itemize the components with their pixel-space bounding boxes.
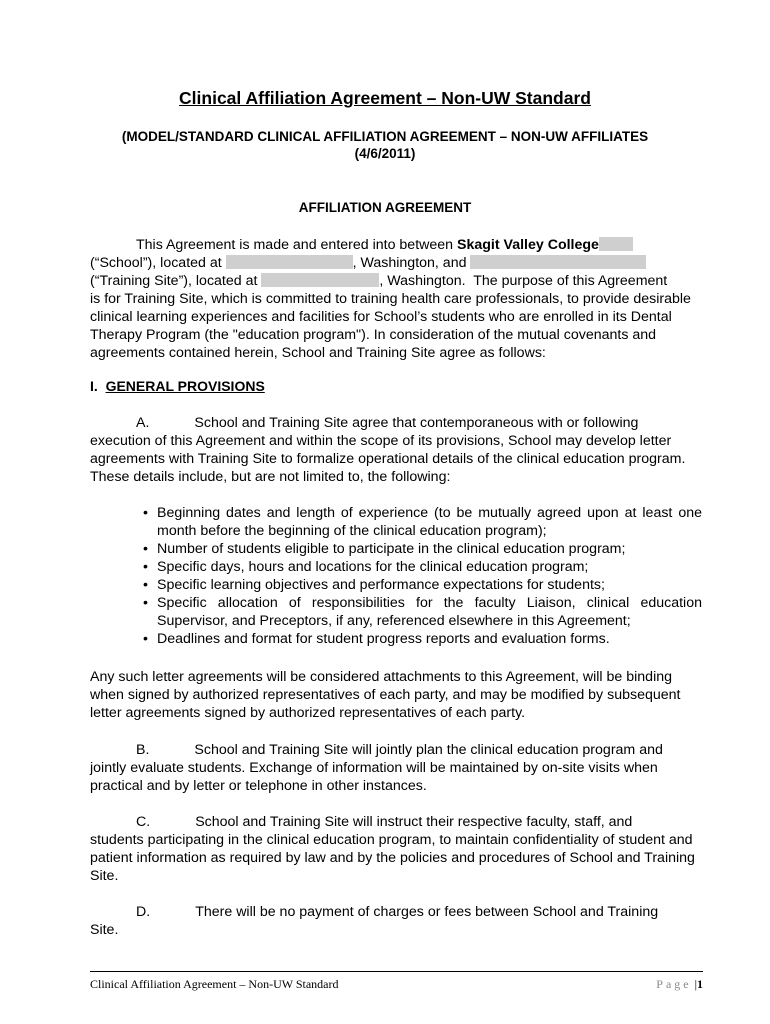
paragraph-b (90, 741, 702, 795)
school-location-field[interactable] (226, 255, 353, 269)
paragraph-c (90, 813, 702, 885)
paragraph-a-first-line: A. School and Training Site agree that contemporaneous with or following (136, 415, 639, 431)
intro-rest: is for Training Site, which is committed to training health care professionals, to provide desirable clinical learning experiences and facilities for School’s students who are enrolled in its Dental Therapy Program (the "education program"). In consideration of the mutual covenants and agreements contained herein, School and Training Site agree as follows: (90, 291, 691, 361)
paragraph-d (90, 903, 702, 939)
list-item (90, 576, 702, 594)
intro-paragraph (90, 236, 702, 362)
list-item-text: Beginning dates and length of experience (to be mutually agreed upon at least one month before the beginning of the clinical education program); (157, 505, 702, 539)
bullet-icon: • (143, 595, 148, 611)
list-item (90, 504, 702, 540)
letter-agreement-details-list (90, 504, 702, 648)
footer-page-number: Page |1 (656, 977, 703, 991)
section-general-provisions-heading: I. GENERAL PROVISIONS (90, 378, 265, 394)
subtitle-line-1: (MODEL/STANDARD CLINICAL AFFILIATION AGREEMENT – NON-UW AFFILIATES (121, 129, 649, 144)
blank-field-filler (599, 237, 633, 251)
training-site-name-field[interactable] (470, 255, 646, 269)
list-item-text: Specific allocation of responsibilities for the faculty Liaison, clinical education Supervisor, and Preceptors, if any, referenced elsewhere in this Agreement; (157, 595, 702, 629)
list-item (90, 558, 702, 576)
paragraph-c-text: students participating in the clinical education program, to maintain confidentiality of student and patient information as required by law and by the policies and procedures of School and Training Site. (90, 832, 695, 884)
document-subtitle (0, 128, 770, 162)
letter-agreements-paragraph: Any such letter agreements will be considered attachments to this Agreement, will be binding when signed by authorized representatives of each party, and may be modified by subsequent letter agreements signed by authorized representatives of each party. (90, 669, 681, 721)
list-item (90, 630, 702, 648)
agreement-heading: AFFILIATION AGREEMENT (298, 200, 472, 215)
bullet-icon: • (143, 577, 148, 593)
intro-line-3-rest: , Washington. The purpose of this Agreement (379, 273, 668, 289)
footer-document-title: Clinical Affiliation Agreement – Non-UW Standard (90, 977, 339, 991)
list-item-text: Number of students eligible to participate in the clinical education program; (157, 541, 626, 557)
list-item (90, 594, 702, 630)
bullet-icon: • (143, 631, 148, 647)
paragraph-a-text: execution of this Agreement and within the scope of its provisions, School may develop letter agreements with Training Site to formalize operational details of the clinical education program. These details include, but are not limited to, the following: (90, 433, 686, 485)
list-item-text: Deadlines and format for student progress reports and evaluation forms. (157, 631, 610, 647)
intro-line-2: (“School”), located at , Washington, and (90, 254, 702, 272)
paragraph-b-text: jointly evaluate students. Exchange of information will be maintained by on-site visits when practical and by letter or telephone in other instances. (90, 760, 658, 794)
list-item-text: Specific days, hours and locations for the clinical education program; (157, 559, 589, 575)
paragraph-c-first-line: C. School and Training Site will instruct their respective faculty, staff, and (136, 814, 633, 830)
document-title: Clinical Affiliation Agreement – Non-UW Standard (179, 88, 591, 108)
paragraph-b-first-line: B. School and Training Site will jointly plan the clinical education program and (136, 742, 663, 758)
footer-divider (90, 971, 703, 972)
subtitle-date: (4/6/2011) (354, 146, 416, 161)
bullet-icon: • (143, 505, 148, 521)
training-site-location-field[interactable] (261, 273, 379, 287)
list-item-text: Specific learning objectives and performance expectations for students; (157, 577, 605, 593)
bullet-icon: • (143, 559, 148, 575)
bullet-icon: • (143, 541, 148, 557)
paragraph-d-first-line: D. There will be no payment of charges or fees between School and Training (136, 904, 659, 920)
school-name: Skagit Valley College (457, 237, 599, 253)
intro-line-1: This Agreement is made and entered into between Skagit Valley College (90, 236, 702, 254)
paragraph-a (90, 414, 702, 486)
intro-line-3: (“Training Site”), located at , Washington. The purpose of this Agreement (90, 273, 668, 289)
list-item (90, 540, 702, 558)
paragraph-d-text: Site. (90, 922, 119, 938)
